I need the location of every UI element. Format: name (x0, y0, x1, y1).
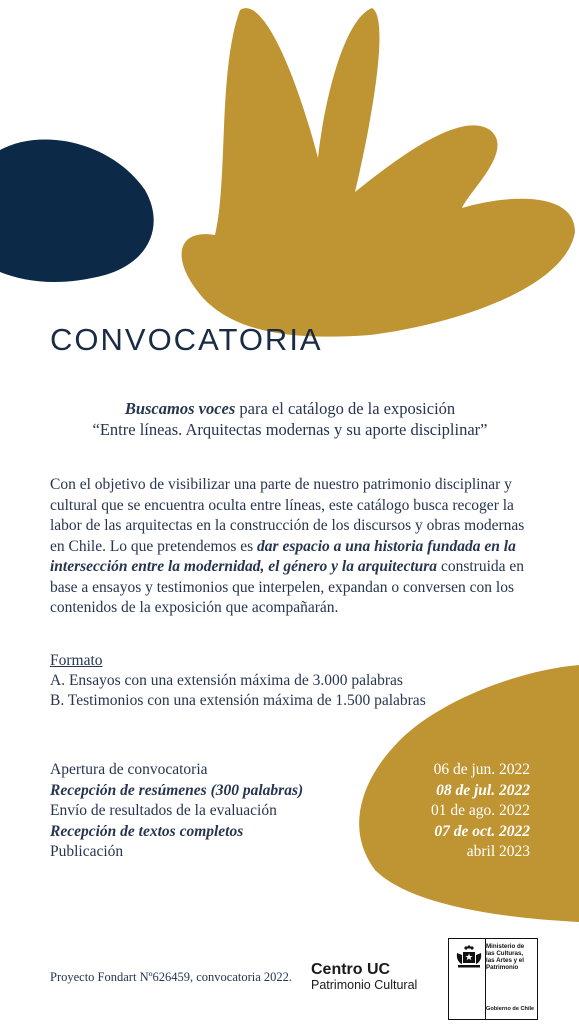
ministry-logo (448, 938, 538, 1020)
ministry-line: las Culturas, (486, 950, 524, 957)
page-title: CONVOCATORIA (50, 322, 323, 357)
date-value: abril 2023 (466, 843, 530, 861)
date-label: Publicación (50, 843, 124, 861)
date-row (50, 781, 530, 802)
date-row (50, 801, 530, 822)
date-row (50, 760, 530, 781)
date-value: 08 de jul. 2022 (436, 781, 530, 799)
paragraph-part-2: construida en base a ensayos y testimonios que interpelen, expandan o conversen con los contenidos de la exposición que acompañarán. (50, 558, 525, 616)
date-label: Recepción de textos completos (50, 822, 244, 840)
ministry-name (486, 943, 536, 971)
centro-uc-logo (311, 961, 417, 993)
intro-line-2: “Entre líneas. Arquitectas modernas y su aporte disciplinar” (92, 420, 488, 439)
date-label: Recepción de resúmenes (300 palabras) (50, 781, 304, 799)
formato-heading: Formato (50, 652, 103, 669)
centro-uc-name: Centro UC (311, 961, 391, 978)
formato-item: B. Testimonios con una extensión máxima de 1.500 palabras (50, 692, 426, 709)
date-value: 01 de ago. 2022 (430, 802, 530, 820)
centro-uc-subtitle: Patrimonio Cultural (311, 978, 418, 992)
formato-section (50, 651, 426, 711)
date-label: Envío de resultados de la evaluación (50, 802, 277, 820)
description-paragraph (50, 475, 535, 619)
gold-flower-shape (182, 8, 575, 337)
intro-line-1 (60, 398, 520, 419)
paragraph-part-1: Con el objetivo de visibilizar una parte de nuestro patrimonio disciplinar y cultural que se encuentra oculta entre líneas, este catálogo busca recoger la labor de las arquitectas en la construcción de los discursos y obras modernas en Chile. Lo que pretendemos es (50, 476, 525, 555)
intro-text (60, 398, 520, 440)
date-value: 06 de jun. 2022 (433, 761, 530, 778)
project-footer: Proyecto Fondart Nº626459, convocatoria 2022. (50, 970, 293, 984)
intro-emphasis: Buscamos voces (124, 399, 236, 418)
chile-coat-of-arms-icon (454, 943, 484, 971)
intro-rest: para el catálogo de la exposición (235, 399, 456, 418)
ministry-line: Patrimonio (486, 964, 519, 971)
date-value: 07 de oct. 2022 (434, 822, 530, 840)
ministry-line: las Artes y el (486, 957, 524, 964)
date-row (50, 822, 530, 843)
dates-list (50, 760, 530, 863)
date-row (50, 842, 530, 863)
government-label: Gobierno de Chile (486, 1006, 535, 1012)
ministry-line: Ministerio de (486, 943, 525, 950)
navy-blob-shape (0, 139, 154, 282)
formato-item: A. Ensayos con una extensión máxima de 3.000 palabras (50, 672, 403, 689)
paragraph-emphasis: dar espacio a una historia fundada en la intersección entre la modernidad, el género y la arquitectura (50, 537, 516, 575)
date-label: Apertura de convocatoria (50, 761, 208, 778)
